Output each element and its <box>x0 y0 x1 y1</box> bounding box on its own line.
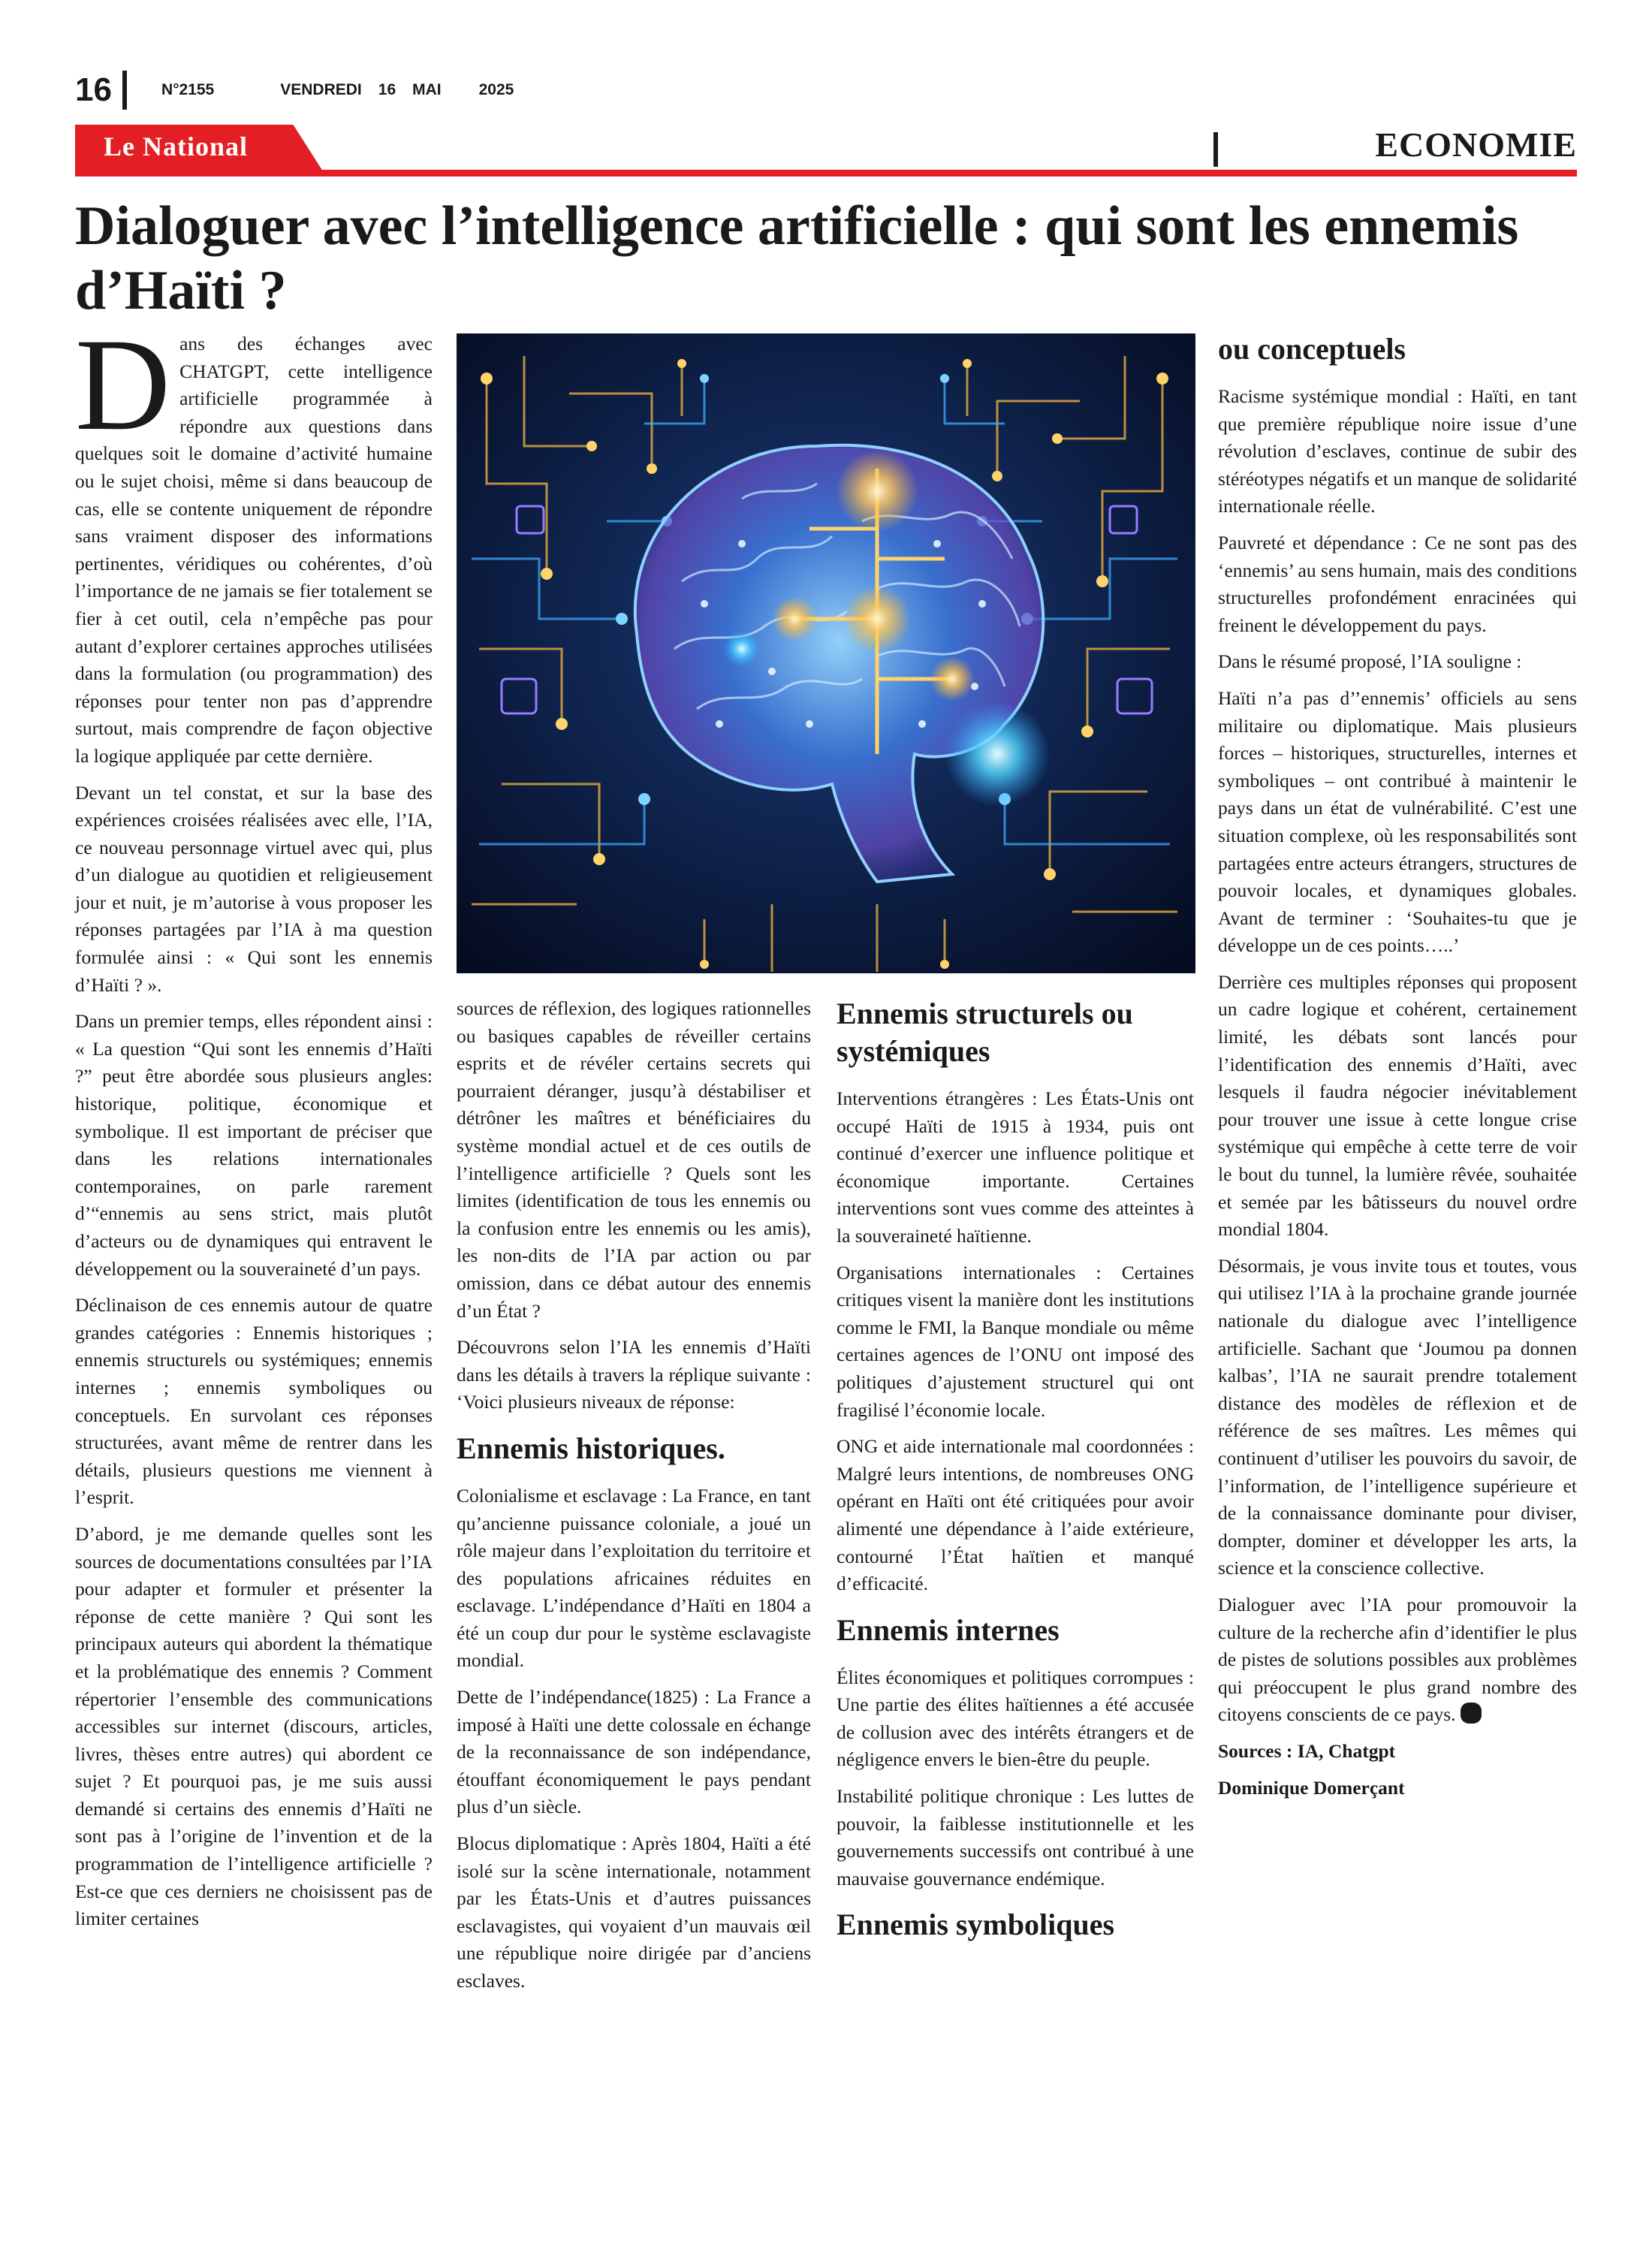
column-3 <box>837 995 1194 1959</box>
sources-credit: Sources : IA, Chatgpt <box>1218 1739 1396 1762</box>
column-4 <box>1218 330 1577 1811</box>
end-of-article-icon <box>1461 1703 1482 1724</box>
newspaper-logo: Le National <box>104 131 249 161</box>
body-paragraph: Interventions étrangères : Les États-Unis ont occupé Haïti de 1915 à 1934, puis ont continué d’exercer une influence politique et économique importante. Certaines interventions sont vues comme des atteintes à la souveraineté haïtienne. <box>837 1087 1194 1247</box>
body-paragraph: Désormais, je vous invite tous et toutes, vous qui utilisez l’IA à la prochaine grande journée nationale du dialogue avec l’intelligence artificielle. Sachant que ‘Joumou pa donnen kalbas’, l’IA ne saurait prendre totalement distance des modèles de réflexion et de référence de ses maîtres. Les mêmes qui continuent d’utiliser les pouvoirs du savoir, de l’information, de l’intelligence supérieure et de la connaissance dominante pour diviser, dompter, dominer et développer les arts, la science et la conscience collective. <box>1218 1254 1577 1579</box>
body-paragraph: Racisme systémique mondial : Haïti, en tant que première république noire issue d’une révolution d’esclaves, continue de subir des stéréotypes négatifs et un manque de solidarité internationale réelle. <box>1218 385 1577 517</box>
drop-cap: D <box>75 312 171 458</box>
lead-text: ans des échanges avec CHATGPT, cette intelligence artificielle programmée à répondre aux questions dans quelques soit le domaine d’activité humaine ou le sujet choisi, même si dans beaucoup de cas, elle se contente uniquement de répondre sans vraiment disposer des informations pertinentes, véridiques ou cohérentes, d’où l’importance de ne jamais se fier totalement se fier à cet outil, cela n’empêche pas pour autant d’explorer certaines approches utilisées dans la formulation (ou programmation) des réponses pour tenter non pas d’apprendre surtout, mais comprendre de façon objective la logique appliquée par cette dernière. <box>75 333 433 767</box>
issue-number: N°2155 <box>161 81 215 98</box>
page-number: 16 <box>75 71 112 108</box>
closing-text: Dialoguer avec l’IA pour promouvoir la culture de la recherche afin d’identifier le plus de pistes de solutions possibles aux problèmes qui préoccupent le plus grand nombre des citoyens conscients de ce pays. <box>1218 1593 1577 1726</box>
body-paragraph: Instabilité politique chronique : Les luttes de pouvoir, la faiblesse institutionnelle et les gouvernements successifs ont contribué à une mauvaise gouvernance endémique. <box>837 1785 1194 1890</box>
closing-paragraph <box>1218 1591 1577 1729</box>
date-year: 2025 <box>478 81 514 98</box>
subheading-conceptuels: ou conceptuels <box>1218 332 1406 366</box>
subheading-structurels: Ennemis structurels ou systémiques <box>837 997 1133 1068</box>
subheading-symboliques: Ennemis symboliques <box>837 1908 1115 1942</box>
lead-paragraph <box>75 312 433 771</box>
folio-divider <box>122 71 127 110</box>
subheading-historiques: Ennemis historiques. <box>457 1431 725 1465</box>
article-headline: Dialoguer avec l’intelligence artificielle : qui sont les ennemis d’Haïti ? <box>75 195 1519 321</box>
body-paragraph: Pauvreté et dépendance : Ce ne sont pas des ‘ennemis’ au sens humain, mais des conditions structurelles profondément enracinées qui freinent le développement du pays. <box>1218 531 1577 636</box>
date-month: MAI <box>412 81 442 98</box>
body-paragraph: Dette de l’indépendance(1825) : La France a imposé à Haïti une dette colossale en échange de la reconnaissance de son indépendance, étouffant économiquement le pays pendant plus d’un siècle. <box>457 1686 811 1818</box>
body-paragraph: Haïti n’a pas d’’ennemis’ officiels au sens militaire ou diplomatique. Mais plusieurs forces – historiques, structurelles, internes et symboliques – ont contribué à maintenir le pays dans un état de vulnérabilité. C’est une situation complexe, où les responsabilités sont partagées entre acteurs étrangers, structures de pouvoir locales, et dynamiques globales. Avant de terminer : ‘Souhaites-tu que je développe un de ces points…..’ <box>1218 686 1577 957</box>
date-day: VENDREDI <box>280 81 362 98</box>
subheading-internes: Ennemis internes <box>837 1612 1060 1647</box>
section-label: ECONOMIE <box>1375 125 1577 164</box>
body-paragraph: Élites économiques et politiques corrompues : Une partie des élites haïtiennes a été accusée de collusion avec des intérêts étrangers et de négligence envers le bien-être du peuple. <box>837 1666 1194 1771</box>
body-paragraph: sources de réflexion, des logiques rationnelles ou basiques capables de réveiller certains esprits et de révéler certains secrets qui pourraient déranger, jusqu’à déstabiliser et détrôner les maîtres et bénéficiaires du système mondial actuel et de ces outils de l’intelligence artificielle ? Quels sont les limites (identification de tous les ennemis ou la confusion entre les ennemis ou les amis), les non-dits de l’IA par action ou par omission, dans ce débat autour des ennemis d’un État ? <box>457 997 811 1322</box>
body-paragraph: Dans un premier temps, elles répondent ainsi : « La question “Qui sont les ennemis d’Haïti ?” peut être abordée sous plusieurs angles: historique, politique, économique et symbolique. Il est important de préciser que dans les relations internationales contemporaines, on parle rarement d’“ennemis au sens strict, mais plutôt d’acteurs ou de dynamiques qui entravent le développement ou la souveraineté d’un pays. <box>75 1010 433 1280</box>
body-paragraph: Dans le résumé proposé, l’IA souligne : <box>1218 650 1522 673</box>
header-rule <box>75 170 1577 176</box>
ai-brain-illustration <box>457 333 1195 973</box>
column-2 <box>457 995 811 2004</box>
body-paragraph: Derrière ces multiples réponses qui proposent un cadre logique et cohérent, certainement limité, les débats sont lancés pour l’identification des ennemis d’Haïti, avec lesquels il faudra négocier inévitablement pour trouver une issue à cette longue crise systémique qui empêche à cette terre de voir le bout du tunnel, la lumière rêvée, souhaitée et semée par les bâtisseurs du nouvel ordre mondial 1804. <box>1218 970 1577 1241</box>
body-paragraph: Devant un tel constat, et sur la base des expériences croisées réalisées avec elle, l’IA, ce nouveau personnage virtuel avec qui, plus d’un dialogue au quotidien et religieusement jour et nuit, je m’autorise à vous proposer les réponses partagées par l’IA à ma question formulée ainsi : « Qui sont les ennemis d’Haïti ? ». <box>75 781 433 996</box>
author-byline: Dominique Domerçant <box>1218 1776 1405 1799</box>
body-paragraph: Organisations internationales : Certaines critiques visent la manière dont les institutions comme le FMI, la Banque mondiale ou même certaines agences de l’ONU ont imposé des politiques d’ajustement structurel qui ont fragilisé l’économie locale. <box>837 1261 1194 1421</box>
date-number: 16 <box>378 81 396 98</box>
section-divider <box>1213 132 1218 167</box>
section-band <box>75 125 1577 177</box>
body-paragraph: Découvrons selon l’IA les ennemis d’Haïti dans les détails à travers la réplique suivante : ‘Voici plusieurs niveaux de réponse: <box>457 1336 811 1413</box>
column-1 <box>75 312 433 1942</box>
folio-line <box>75 68 530 113</box>
body-paragraph: Colonialisme et esclavage : La France, en tant qu’ancienne puissance coloniale, a joué un rôle majeur dans l’exploitation du territoire et des populations africaines réduites en esclavage. L’indépendance d’Haïti en 1804 a été un coup dur pour le système esclavagiste mondial. <box>457 1484 811 1672</box>
body-paragraph: D’abord, je me demande quelles sont les sources de documentations consultées par l’IA pour adapter et formuler et présenter la réponse de cette manière ? Qui sont les principaux auteurs qui abordent la thématique et la problématique des ennemis ? Comment répertorier l’ensemble des communications accessibles sur internet (discours, articles, livres, thèses entre autres) qui abordent ce sujet ? Et pourquoi pas, je me suis aussi demandé si certains des ennemis d’Haïti ne sont pas à l’origine de l’invention et de la programmation de l’intelligence artificielle ? Est-ce que ces derniers ne choisissent pas de limiter certaines <box>75 1522 433 1930</box>
body-paragraph: ONG et aide internationale mal coordonnées : Malgré leurs intentions, de nombreuses ONG opérant en Haïti ont été critiquées pour avoir alimenté une dépendance à l’aide extérieure, contourné l’État haïtien et manqué d’efficacité. <box>837 1435 1194 1595</box>
body-paragraph: Déclinaison de ces ennemis autour de quatre grandes catégories : Ennemis historiques ; ennemis structurels ou systémiques; ennemis internes ; ennemis symboliques ou conceptuels. En survolant ces réponses structurées, avant même de rentrer dans les détails, plusieurs questions me viennent à l’esprit. <box>75 1294 433 1509</box>
body-paragraph: Blocus diplomatique : Après 1804, Haïti a été isolé sur la scène internationale, notamment par les États-Unis et d’autres puissances esclavagistes, qui voyaient d’un mauvais œil une république noire dirigée par d’anciens esclaves. <box>457 1832 811 1992</box>
